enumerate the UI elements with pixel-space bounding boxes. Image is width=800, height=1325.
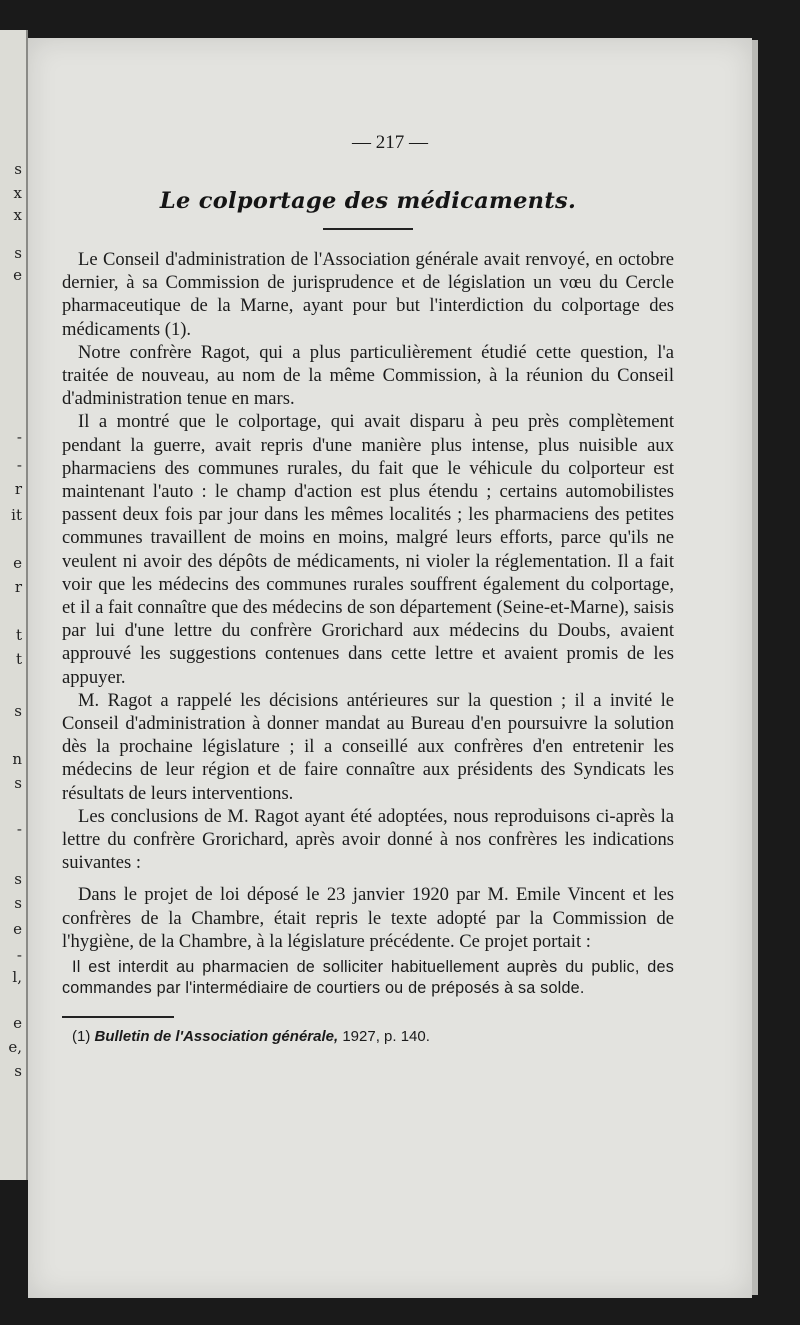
- page-number: — 217 —: [352, 132, 428, 153]
- quote-text: Il est interdit au pharmacien de solliciter habituellement auprès du public, des commandes par l'intermédiaire de courtiers ou de préposés à sa solde.: [62, 958, 674, 997]
- article-title: Le colportage des médicaments.: [159, 188, 577, 214]
- page-content: [62, 130, 674, 1045]
- footnote-reference: 1927, p. 140.: [342, 1028, 430, 1046]
- margin-fragment: -: [16, 946, 22, 964]
- margin-fragment: it: [11, 506, 22, 524]
- margin-fragment: n: [12, 750, 22, 768]
- footnote-source: Bulletin de l'Association générale,: [94, 1028, 339, 1046]
- margin-fragment: -: [16, 428, 22, 446]
- paragraph: M. Ragot a rappelé les décisions antérieures sur la question ; il a invité le Conseil d'administration à donner mandat au Bureau d'en poursuivre la solution dès la prochaine législature ; il a conseillé aux confrères d'en entretenir les médecins de leur région et de faire connaître aux présidents des Syndicats les résultats de leurs interventions.: [62, 689, 674, 804]
- margin-fragment: e: [13, 266, 22, 284]
- previous-page-edge: [0, 30, 28, 1180]
- margin-fragment: s: [14, 702, 22, 720]
- margin-fragment: s: [14, 1062, 22, 1080]
- margin-fragment: t: [15, 626, 22, 644]
- margin-fragment: s: [14, 774, 22, 792]
- margin-fragment: r: [14, 480, 22, 498]
- margin-fragment: -: [16, 456, 22, 474]
- paragraph: Le Conseil d'administration de l'Association générale avait renvoyé, en octobre dernier, à sa Commission de jurisprudence et de législation un vœu du Cercle pharmaceutique de la Marne, ayant pour but l'interdiction du colportage des médicaments (1).: [62, 249, 674, 340]
- paragraph: Notre confrère Ragot, qui a plus particulièrement étudié cette question, l'a traitée de nouveau, au nom de la même Commission, à la réunion du Conseil d'administration tenue en mars.: [62, 341, 674, 410]
- margin-fragment: x: [13, 184, 22, 202]
- margin-fragment: -: [16, 820, 22, 838]
- page: [28, 38, 752, 1298]
- article-body: [62, 248, 674, 953]
- margin-fragment: r: [14, 578, 22, 596]
- margin-fragment: e: [13, 554, 22, 572]
- paragraph: Il a montré que le colportage, qui avait disparu à peu près complètement pendant la guerre, avait repris d'une manière plus intense, plus nuisible aux pharmaciens des communes rurales, du fait que le véhicule du colporteur est maintenant l'auto : le champ d'action est plus étendu ; certains automobilistes passent deux fois par jour dans les mêmes localités ; les pharmaciens des petites communes travaillent de moins en moins, malgré leurs efforts, parce qu'ils ne veulent ni avoir des dépôts de médicaments, ni violer la réglementation. Il a fait voir que les médecins des communes rurales souffrent également du colportage, et il a fait connaître que des médecins de son département (Seine-et-Marne), saisis par lui d'une lettre du confrère Grorichard aux médecins du Doubs, avaient approuvé les suggestions contenues dans cette lettre et avaient promis de les appuyer.: [62, 411, 674, 688]
- page-edge-shadow: [752, 40, 758, 1295]
- margin-fragment: x: [13, 206, 22, 224]
- margin-fragment: s: [14, 160, 22, 178]
- paragraph: Les conclusions de M. Ragot ayant été adoptées, nous reproduisons ci-après la lettre du confrère Grorichard, après avoir donné à nos confrères les indications suivantes :: [62, 805, 674, 874]
- title-divider: [323, 228, 413, 230]
- footnote: [62, 1028, 674, 1045]
- margin-fragment: s: [14, 894, 22, 912]
- margin-fragment: t: [15, 650, 22, 668]
- margin-fragment: e: [13, 1014, 22, 1032]
- margin-fragment: l,: [12, 968, 22, 986]
- margin-fragment: s: [14, 244, 22, 262]
- footnote-marker: (1): [72, 1028, 91, 1046]
- margin-fragment: e: [13, 920, 22, 938]
- paragraph: Dans le projet de loi déposé le 23 janvier 1920 par M. Emile Vincent et les confrères de la Chambre, était repris le texte adopté par la Commission de l'hygiène, de la Chambre, à la législature précédente. Ce projet portait :: [62, 884, 674, 952]
- footnote-divider: [62, 1016, 174, 1018]
- quoted-law-text: [62, 957, 674, 998]
- margin-fragment: e,: [8, 1038, 22, 1056]
- margin-fragment: s: [14, 870, 22, 888]
